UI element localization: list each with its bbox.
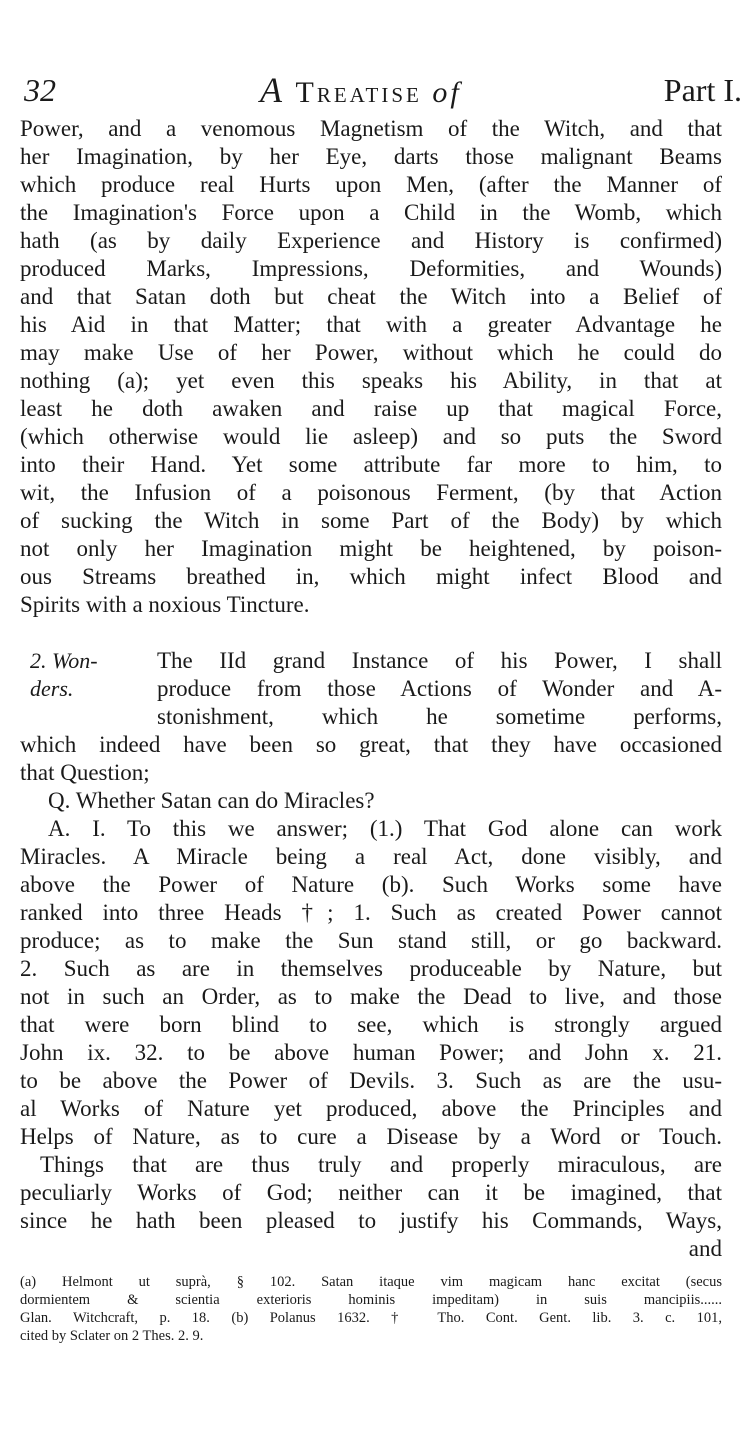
body-line: his Aid in that Matter; that with a greater Advantage he [20, 312, 722, 337]
running-title-a: A [260, 70, 285, 110]
question-line: Q. Whether Satan can do Miracles? [48, 788, 375, 813]
body-line: hath (as by daily Experience and History is confirmed) [20, 228, 722, 253]
answer-line: Helps of Nature, as to cure a Disease by a Word or Touch. [20, 1124, 722, 1149]
body-line: of sucking the Witch in some Part of the Body) by which [20, 508, 722, 533]
closing-line: peculiarly Works of God; neither can it be imagined, that [20, 1180, 722, 1205]
body-line: least he doth awaken and raise up that magical Force, [20, 396, 722, 421]
body-line: nothing (a); yet even this speaks his Ability, in that at [20, 368, 722, 393]
body-line: may make Use of her Power, without which he could do [20, 340, 722, 365]
body-line: not only her Imagination might be heightened, by poison- [20, 536, 722, 561]
body-line: Power, and a venomous Magnetism of the Witch, and that [20, 116, 722, 141]
answer-line: produce; as to make the Sun stand still, or go backward. [20, 928, 722, 953]
answer-line: A. I. To this we answer; (1.) That God alone can work [48, 816, 722, 841]
body-line: Spirits with a noxious Tincture. [20, 592, 310, 617]
body-line: produced Marks, Impressions, Deformities, and Wounds) [20, 256, 722, 281]
body-line: ous Streams breathed in, which might infect Blood and [20, 564, 722, 589]
closing-line: since he hath been pleased to justify his Commands, Ways, [20, 1208, 722, 1233]
body-line: the Imagination's Force upon a Child in the Womb, which [20, 200, 722, 225]
catchword: and [688, 1236, 722, 1261]
answer-line: al Works of Nature yet produced, above the Principles and [20, 1096, 722, 1121]
answer-line: to be above the Power of Devils. 3. Such as are the usu- [20, 1068, 722, 1093]
body-line: (which otherwise would lie asleep) and so puts the Sword [20, 424, 722, 449]
page-number: 32 [24, 72, 56, 108]
running-head [20, 70, 742, 114]
section-line: which indeed have been so great, that they have occasioned [20, 732, 722, 757]
footnote-line: cited by Sclater on 2 Thes. 2. 9. [20, 1328, 204, 1344]
section-line: that Question; [20, 760, 150, 785]
section-line: The IId grand Instance of his Power, I shall [157, 648, 722, 673]
section-line: produce from those Actions of Wonder and A- [157, 676, 722, 701]
running-title-treatise: Treatise [295, 76, 422, 109]
footnote-line: (a) Helmont ut suprà, § 102. Satan itaque vim magicam hanc excitat (secus [20, 1274, 722, 1290]
answer-line: John ix. 32. to be above human Power; and John x. 21. [20, 1040, 722, 1065]
body-line: which produce real Hurts upon Men, (after the Manner of [20, 172, 722, 197]
body-line: and that Satan doth but cheat the Witch into a Belief of [20, 284, 722, 309]
answer-line: Miracles. A Miracle being a real Act, done visibly, and [20, 844, 722, 869]
body-line: her Imagination, by her Eye, darts those malignant Beams [20, 144, 722, 169]
answer-line: ranked into three Heads †; 1. Such as created Power cannot [20, 900, 722, 925]
answer-line: not in such an Order, as to make the Dead to live, and those [20, 984, 722, 1009]
answer-line: above the Power of Nature (b). Such Works some have [20, 872, 722, 897]
body-line: wit, the Infusion of a poisonous Ferment, (by that Action [20, 480, 722, 505]
footnote-line: dormientem & scientia exterioris hominis impeditam) in suis mancipiis...... [20, 1292, 722, 1308]
running-title [260, 70, 462, 113]
margin-note-line: 2. Won- [30, 648, 98, 673]
running-title-of: of [432, 76, 462, 109]
section-line: stonishment, which he sometime performs, [157, 704, 722, 729]
part-label: Part I. [663, 72, 742, 108]
answer-line: 2. Such as are in themselves produceable by Nature, but [20, 956, 722, 981]
body-line: into their Hand. Yet some attribute far more to him, to [20, 452, 722, 477]
closing-line: Things that are thus truly and properly miraculous, are [40, 1152, 722, 1177]
footnote-line: Glan. Witchcraft, p. 18. (b) Polanus 1632. † Tho. Cont. Gent. lib. 3. c. 101, [20, 1310, 722, 1326]
answer-line: that were born blind to see, which is strongly argued [20, 1012, 722, 1037]
margin-note-line: ders. [30, 676, 74, 701]
